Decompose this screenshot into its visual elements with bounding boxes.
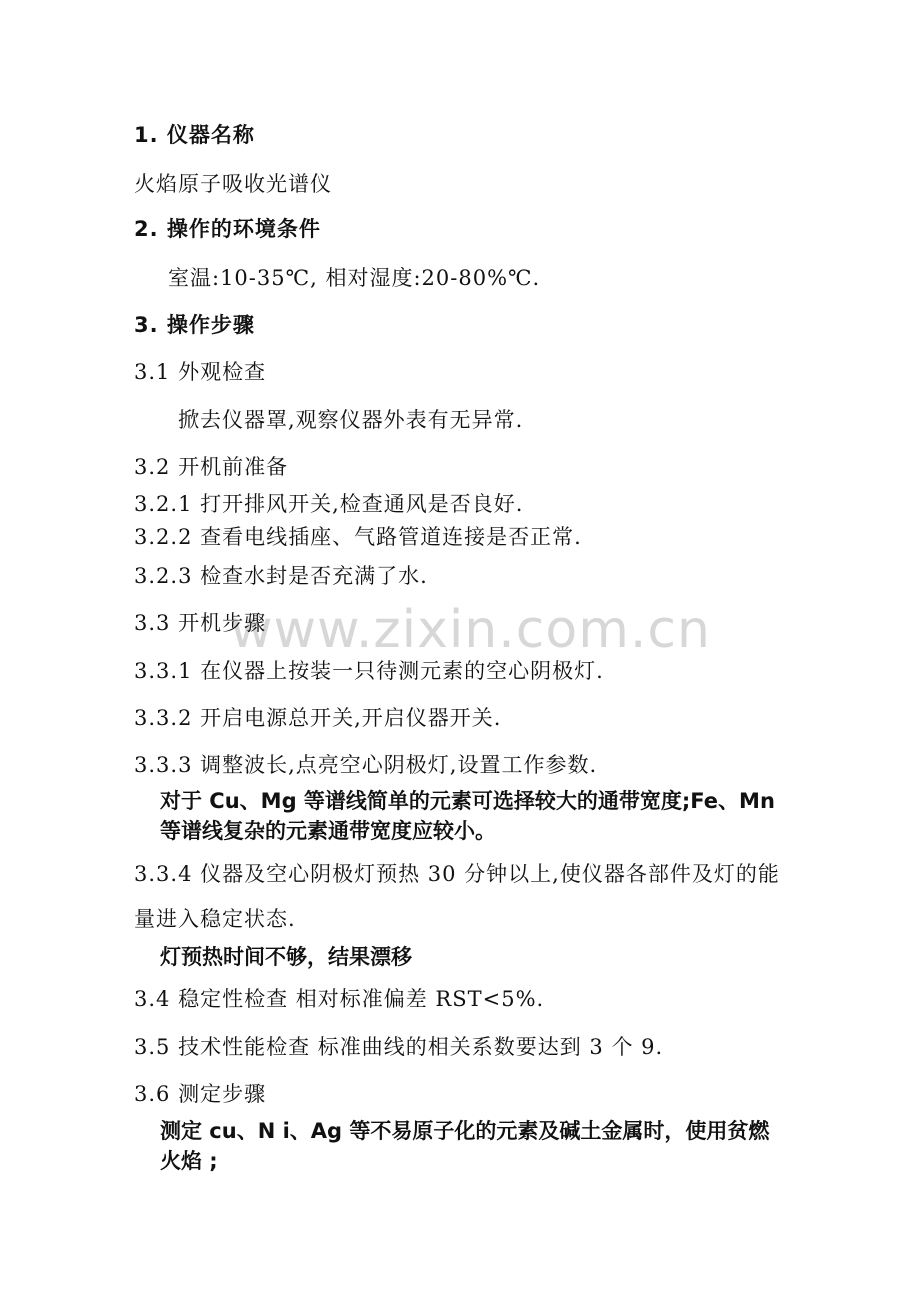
- note-lean-flame-line-2: 火焰 ;: [160, 1149, 218, 1173]
- section-3-5: 3.5 技术性能检查 标准曲线的相关系数要达到 3 个 9.: [134, 1035, 664, 1059]
- note-preheat: 灯预热时间不够，结果漂移: [160, 945, 412, 969]
- section-3-6: 3.6 测定步骤: [134, 1082, 267, 1106]
- section-3-1: 3.1 外观检查: [134, 360, 267, 384]
- section-3-2-1: 3.2.1 打开排风开关,检查通风是否良好.: [134, 492, 524, 516]
- section-3-3-2: 3.3.2 开启电源总开关,开启仪器开关.: [134, 706, 502, 730]
- heading-procedure: 3. 操作步骤: [134, 313, 255, 337]
- section-3-1-text: 掀去仪器罩,观察仪器外表有无异常.: [178, 408, 524, 432]
- note-bandwidth-line-2: 等谱线复杂的元素通带宽度应较小。: [160, 819, 496, 843]
- note-lean-flame-line-1: 测定 cu、N i、Ag 等不易原子化的元素及碱土金属时，使用贫燃: [160, 1119, 770, 1143]
- section-3-3-4-line-2: 量进入稳定状态.: [134, 907, 296, 931]
- section-3-3: 3.3 开机步骤: [134, 611, 267, 635]
- environment-conditions: 室温:10-35℃, 相对湿度:20-80%℃.: [168, 266, 541, 290]
- section-3-3-1: 3.3.1 在仪器上按装一只待测元素的空心阴极灯.: [134, 659, 604, 683]
- section-3-2-2: 3.2.2 查看电线插座、气路管道连接是否正常.: [134, 525, 582, 549]
- instrument-name: 火焰原子吸收光谱仪: [134, 172, 332, 196]
- heading-instrument-name: 1. 仪器名称: [134, 123, 255, 147]
- watermark: www.zixin.com.cn: [230, 600, 711, 660]
- note-bandwidth-line-1: 对于 Cu、Mg 等谱线简单的元素可选择较大的通带宽度;Fe、Mn: [160, 789, 775, 813]
- heading-environment: 2. 操作的环境条件: [134, 217, 321, 241]
- section-3-2-3: 3.2.3 检查水封是否充满了水.: [134, 564, 428, 588]
- section-3-4: 3.4 稳定性检查 相对标准偏差 RST<5%.: [134, 987, 545, 1011]
- section-3-3-3: 3.3.3 调整波长,点亮空心阴极灯,设置工作参数.: [134, 753, 598, 777]
- section-3-2: 3.2 开机前准备: [134, 455, 289, 479]
- section-3-3-4-line-1: 3.3.4 仪器及空心阴极灯预热 30 分钟以上,使仪器各部件及灯的能: [134, 862, 780, 886]
